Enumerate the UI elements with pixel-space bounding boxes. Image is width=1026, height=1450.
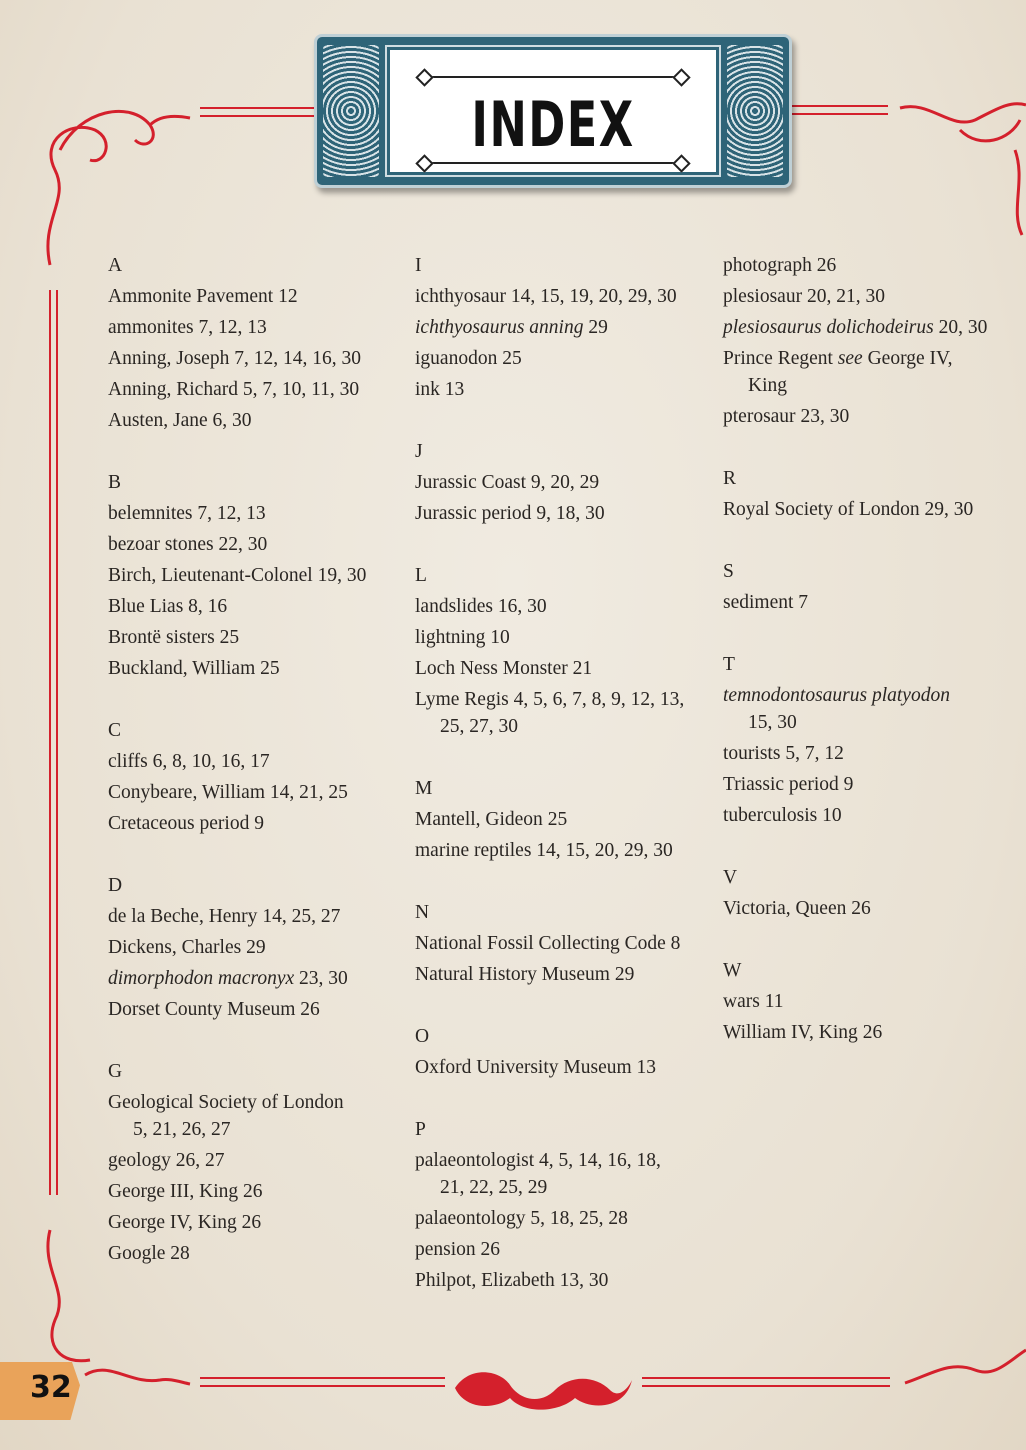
entry-term: belemnites (108, 503, 193, 524)
entry-pages: 13 (444, 379, 465, 400)
index-entry (108, 1176, 366, 1207)
entry-pages: 26 (851, 898, 871, 919)
index-entry (723, 401, 987, 432)
entry-pages: 9, 20, 29 (530, 472, 600, 493)
entry-pages: 14, 25, 27 (262, 906, 341, 927)
index-entry (415, 959, 684, 990)
entry-pages: 5, 7, 12 (785, 743, 844, 764)
index-entry (415, 1203, 684, 1234)
entry-term: Conybeare, William (108, 782, 265, 803)
entry-pages: 8, 16 (188, 596, 228, 617)
entry-see: see (837, 348, 863, 369)
entry-pages: 21 (572, 658, 593, 679)
ornament-right-icon (727, 45, 783, 177)
index-letter-heading: G (108, 1061, 123, 1082)
entry-term: Natural History Museum (415, 964, 610, 985)
entry-pages: 7 (798, 592, 809, 613)
index-letter-heading: P (415, 1119, 426, 1140)
index-column-3 (723, 250, 987, 1048)
index-letter-heading: W (723, 960, 742, 981)
index-entry (723, 800, 987, 831)
entry-term: ink (415, 379, 440, 400)
entry-pages: 5, 18, 25, 28 (530, 1208, 628, 1229)
index-entry (108, 374, 366, 405)
entry-pages: 20, 21, 30 (806, 286, 885, 307)
index-entry (723, 893, 987, 924)
entry-pages: 26 (480, 1239, 501, 1260)
entry-pages: 14, 21, 25 (269, 782, 348, 803)
index-entry (415, 622, 684, 653)
entry-term: William IV, King (723, 1022, 858, 1043)
entry-pages: 4, 5, 14, 16, 18, (539, 1150, 661, 1171)
index-letter-heading: V (723, 867, 738, 888)
entry-pages: 28 (170, 1243, 190, 1264)
index-entry (723, 312, 987, 343)
group-spacer (108, 839, 366, 870)
entry-pages: 14, 15, 19, 20, 29, 30 (510, 286, 677, 307)
index-entry (415, 312, 684, 343)
group-spacer (108, 436, 366, 467)
index-entry (415, 498, 684, 529)
index-entry (415, 1052, 684, 1083)
entry-term: Brontë sisters (108, 627, 215, 648)
index-letter-heading: I (415, 255, 422, 276)
page-title: INDEX (471, 88, 635, 161)
group-spacer (415, 990, 684, 1021)
entry-term: plesiosaurus dolichodeirus (723, 317, 934, 338)
group-spacer (723, 924, 987, 955)
entry-pages: 22, 30 (218, 534, 268, 555)
index-entry (415, 928, 684, 959)
index-letter-heading: N (415, 902, 430, 923)
index-title-banner (314, 34, 792, 188)
entry-pages: 29 (246, 937, 266, 958)
entry-pages: 4, 5, 6, 7, 8, 9, 12, 13, (513, 689, 685, 710)
index-entry (108, 405, 366, 436)
index-entry (108, 963, 366, 994)
entry-pages: 13, 30 (559, 1270, 609, 1291)
entry-term: landslides (415, 596, 493, 617)
entry-pages: 26 (816, 255, 837, 276)
index-entry (723, 986, 987, 1017)
entry-pages: 26 (862, 1022, 883, 1043)
entry-pages: 29, 30 (924, 499, 974, 520)
entry-term: Google (108, 1243, 166, 1264)
entry-pages: 29 (614, 964, 635, 985)
entry-pages: 26 (300, 999, 320, 1020)
entry-term: Ammonite Pavement (108, 286, 274, 307)
entry-pages: 5, 7, 10, 11, 30 (242, 379, 360, 400)
entry-pages: 9, 18, 30 (536, 503, 605, 524)
index-entry (108, 653, 366, 684)
flourish-bottom-center (455, 1372, 632, 1409)
entry-term: Victoria, Queen (723, 898, 847, 919)
entry-pages: 25 (260, 658, 280, 679)
entry-term: lightning (415, 627, 486, 648)
index-entry (415, 591, 684, 622)
index-entry (415, 1265, 684, 1296)
entry-term: ammonites (108, 317, 194, 338)
index-entry (108, 498, 366, 529)
index-entry (108, 560, 366, 591)
entry-pages: 19, 30 (317, 565, 367, 586)
entry-term: de la Beche, Henry (108, 906, 258, 927)
entry-term: tourists (723, 743, 781, 764)
entry-pages: 7, 12, 14, 16, 30 (234, 348, 361, 369)
index-entry (108, 343, 366, 374)
entry-term: Triassic period (723, 774, 839, 795)
entry-term: Austen, Jane (108, 410, 208, 431)
entry-pages: 10 (490, 627, 510, 648)
index-entry (415, 374, 684, 405)
index-letter-heading: B (108, 472, 122, 493)
entry-pages: 11 (764, 991, 784, 1012)
index-entry (108, 901, 366, 932)
index-letter-heading: R (723, 468, 737, 489)
entry-pages: 25 (547, 809, 568, 830)
divider-top (426, 76, 680, 78)
entry-continuation: 21, 22, 25, 29 (440, 1177, 548, 1198)
group-spacer (415, 1083, 684, 1114)
entry-pages: 26 (241, 1212, 262, 1233)
index-entry (108, 746, 366, 777)
entry-pages: 6, 30 (212, 410, 252, 431)
entry-pages: 16, 30 (497, 596, 547, 617)
entry-term: Oxford University Museum (415, 1057, 632, 1078)
group-spacer (723, 432, 987, 463)
entry-pages: 23, 30 (800, 406, 850, 427)
entry-term: Blue Lias (108, 596, 184, 617)
entry-pages: 8 (670, 933, 681, 954)
flourish-top-right (900, 104, 1026, 235)
entry-pages: 9 (843, 774, 854, 795)
index-entry (108, 622, 366, 653)
index-entry (415, 804, 684, 835)
index-entry (108, 312, 366, 343)
group-spacer (723, 831, 987, 862)
index-entry (108, 808, 366, 839)
entry-term: cliffs (108, 751, 148, 772)
entry-term: iguanodon (415, 348, 498, 369)
entry-term: geology (108, 1150, 171, 1171)
entry-term: pterosaur (723, 406, 796, 427)
entry-term: Geological Society of London (108, 1092, 344, 1113)
index-entry (108, 591, 366, 622)
title-panel (387, 47, 719, 175)
group-spacer (723, 618, 987, 649)
entry-term: Cretaceous period (108, 813, 250, 834)
index-entry (415, 653, 684, 684)
index-letter-heading: O (415, 1026, 430, 1047)
group-spacer (108, 1025, 366, 1056)
index-entry (723, 250, 987, 281)
index-letter-heading: T (723, 654, 735, 675)
group-spacer (415, 405, 684, 436)
entry-term: pension (415, 1239, 476, 1260)
entry-term: Jurassic period (415, 503, 532, 524)
entry-pages: 10 (822, 805, 842, 826)
entry-term: Dickens, Charles (108, 937, 242, 958)
index-entry (723, 738, 987, 769)
index-entry (108, 529, 366, 560)
group-spacer (723, 525, 987, 556)
entry-pages: 26, 27 (175, 1150, 225, 1171)
entry-term: temnodontosaurus platyodon (723, 685, 950, 706)
index-entry (415, 281, 684, 312)
entry-term: Jurassic Coast (415, 472, 527, 493)
entry-term: tuberculosis (723, 805, 818, 826)
entry-pages: 23, 30 (299, 968, 348, 989)
page-number: 32 (30, 1370, 72, 1405)
index-entry (415, 835, 684, 866)
index-entry (108, 1238, 366, 1269)
entry-term: Anning, Joseph (108, 348, 230, 369)
entry-pages: 12 (278, 286, 298, 307)
flourish-top-left (48, 111, 190, 265)
entry-pages: George IV, (867, 348, 953, 369)
index-entry (108, 1145, 366, 1176)
entry-term: National Fossil Collecting Code (415, 933, 666, 954)
index-entry (108, 932, 366, 963)
flourish-bottom-right (905, 1350, 1026, 1383)
index-entry (108, 777, 366, 808)
entry-term: Buckland, William (108, 658, 256, 679)
entry-term: bezoar stones (108, 534, 214, 555)
entry-pages: 20, 30 (938, 317, 988, 338)
entry-term: Birch, Lieutenant-Colonel (108, 565, 313, 586)
entry-term: Prince Regent (723, 348, 833, 369)
entry-term: George III, King (108, 1181, 239, 1202)
entry-term: sediment (723, 592, 794, 613)
index-letter-heading: S (723, 561, 734, 582)
index-entry (108, 994, 366, 1025)
entry-term: wars (723, 991, 760, 1012)
group-spacer (415, 529, 684, 560)
entry-term: plesiosaur (723, 286, 803, 307)
index-entry (723, 281, 987, 312)
group-spacer (415, 866, 684, 897)
entry-term: palaeontologist (415, 1150, 535, 1171)
index-entry (723, 1017, 987, 1048)
index-letter-heading: M (415, 778, 433, 799)
group-spacer (415, 742, 684, 773)
entry-term: Lyme Regis (415, 689, 509, 710)
index-letter-heading: J (415, 441, 423, 462)
entry-continuation: 5, 21, 26, 27 (133, 1119, 231, 1140)
index-letter-heading: C (108, 720, 122, 741)
index-letter-heading: L (415, 565, 427, 586)
ornament-left-icon (323, 45, 379, 177)
entry-term: photograph (723, 255, 812, 276)
index-column-1 (108, 250, 366, 1269)
entry-pages: 9 (254, 813, 264, 834)
entry-term: Philpot, Elizabeth (415, 1270, 555, 1291)
entry-pages: 29 (588, 317, 608, 338)
entry-pages: 7, 12, 13 (198, 317, 267, 338)
index-column-2 (415, 250, 684, 1296)
entry-pages: 25 (502, 348, 522, 369)
index-entry (723, 587, 987, 618)
entry-continuation: King (748, 375, 787, 396)
divider-bottom (426, 162, 680, 164)
entry-pages: 26 (243, 1181, 263, 1202)
entry-term: Royal Society of London (723, 499, 920, 520)
index-entry (723, 494, 987, 525)
entry-term: Dorset County Museum (108, 999, 296, 1020)
entry-term: Mantell, Gideon (415, 809, 543, 830)
entry-pages: 14, 15, 20, 29, 30 (536, 840, 673, 861)
entry-term: Anning, Richard (108, 379, 238, 400)
group-spacer (108, 684, 366, 715)
entry-term: Loch Ness Monster (415, 658, 568, 679)
entry-pages: 6, 8, 10, 16, 17 (152, 751, 270, 772)
entry-continuation: 25, 27, 30 (440, 716, 518, 737)
entry-continuation: 15, 30 (748, 712, 797, 733)
index-entry (415, 467, 684, 498)
index-entry (415, 1234, 684, 1265)
index-letter-heading: A (108, 255, 123, 276)
entry-term: ichthyosaur (415, 286, 506, 307)
index-letter-heading: D (108, 875, 123, 896)
entry-term: dimorphodon macronyx (108, 968, 295, 989)
entry-pages: 7, 12, 13 (197, 503, 266, 524)
index-entry (415, 343, 684, 374)
entry-pages: 13 (636, 1057, 657, 1078)
entry-pages: 25 (219, 627, 240, 648)
entry-term: palaeontology (415, 1208, 526, 1229)
entry-term: ichthyosaurus anning (415, 317, 584, 338)
index-entry (723, 769, 987, 800)
entry-term: George IV, King (108, 1212, 237, 1233)
index-entry (108, 1207, 366, 1238)
index-entry (108, 281, 366, 312)
entry-term: marine reptiles (415, 840, 532, 861)
